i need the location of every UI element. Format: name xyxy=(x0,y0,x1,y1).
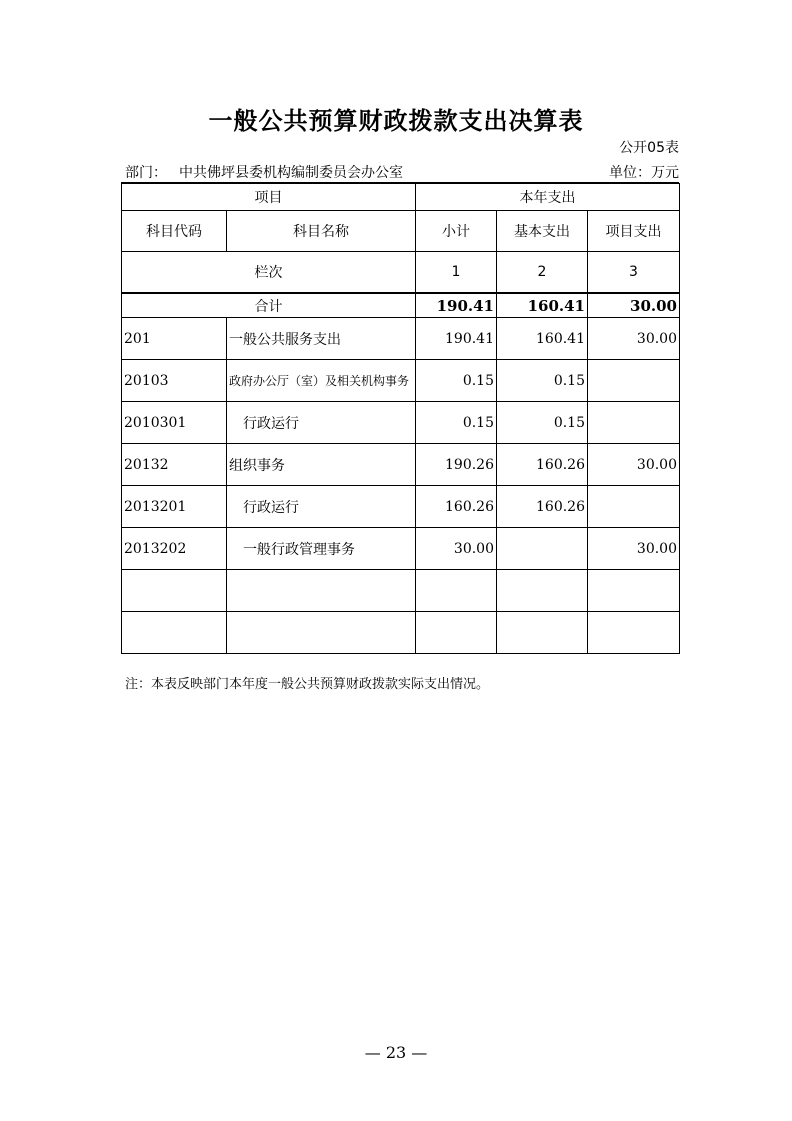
row-project xyxy=(588,402,680,444)
table-row-empty xyxy=(122,612,680,654)
row-code: 20103 xyxy=(122,360,227,402)
row-project: 30.00 xyxy=(588,444,680,486)
row-subtotal: 0.15 xyxy=(416,402,497,444)
form-number: 公开05表 xyxy=(619,140,679,156)
page-number: — 23 — xyxy=(364,1043,428,1062)
header-basic: 基本支出 xyxy=(497,211,588,252)
header-row-1 xyxy=(122,184,680,211)
table-row xyxy=(122,486,680,528)
column-order-1: 1 xyxy=(416,252,497,294)
row-name xyxy=(227,570,416,612)
header-code: 科目代码 xyxy=(122,211,227,252)
row-project xyxy=(588,570,680,612)
column-order-2: 2 xyxy=(497,252,588,294)
header-row-column-order xyxy=(122,252,680,294)
row-basic xyxy=(497,612,588,654)
header-row-2 xyxy=(122,211,680,252)
total-basic: 160.41 xyxy=(497,293,588,318)
table-row-empty xyxy=(122,570,680,612)
department-line xyxy=(125,162,403,182)
table-row xyxy=(122,528,680,570)
table-row xyxy=(122,402,680,444)
row-project xyxy=(588,486,680,528)
row-subtotal: 160.26 xyxy=(416,486,497,528)
row-subtotal xyxy=(416,612,497,654)
table-row xyxy=(122,444,680,486)
row-code: 2010301 xyxy=(122,402,227,444)
row-name: 政府办公厅（室）及相关机构事务 xyxy=(227,360,416,402)
row-code xyxy=(122,570,227,612)
header-subtotal: 小计 xyxy=(416,211,497,252)
row-name: 组织事务 xyxy=(227,444,416,486)
total-label: 合计 xyxy=(122,293,416,318)
header-project-exp: 项目支出 xyxy=(588,211,680,252)
row-subtotal: 190.26 xyxy=(416,444,497,486)
row-subtotal xyxy=(416,570,497,612)
header-current-year: 本年支出 xyxy=(416,184,680,211)
row-subtotal: 0.15 xyxy=(416,360,497,402)
row-basic: 160.26 xyxy=(497,486,588,528)
table-row xyxy=(122,360,680,402)
row-project: 30.00 xyxy=(588,528,680,570)
row-basic xyxy=(497,570,588,612)
row-project xyxy=(588,612,680,654)
department-name: 中共佛坪县委机构编制委员会办公室 xyxy=(179,165,403,181)
row-basic: 160.41 xyxy=(497,318,588,360)
row-name: 一般行政管理事务 xyxy=(227,528,416,570)
header-name: 科目名称 xyxy=(227,211,416,252)
document-title: 一般公共预算财政拨款支出决算表 xyxy=(208,107,584,135)
row-basic: 0.15 xyxy=(497,360,588,402)
row-code: 201 xyxy=(122,318,227,360)
row-basic xyxy=(497,528,588,570)
table-row xyxy=(122,318,680,360)
row-project: 30.00 xyxy=(588,318,680,360)
row-code xyxy=(122,612,227,654)
column-order-3: 3 xyxy=(588,252,680,294)
unit-label: 单位：万元 xyxy=(609,165,679,181)
row-subtotal: 190.41 xyxy=(416,318,497,360)
header-project: 项目 xyxy=(122,184,416,211)
department-label: 部门： xyxy=(125,165,167,181)
row-code: 2013201 xyxy=(122,486,227,528)
column-order-label: 栏次 xyxy=(122,252,416,294)
row-name xyxy=(227,612,416,654)
row-basic: 0.15 xyxy=(497,402,588,444)
total-row xyxy=(122,293,680,318)
row-subtotal: 30.00 xyxy=(416,528,497,570)
expenditure-table xyxy=(121,183,680,654)
row-name: 一般公共服务支出 xyxy=(227,318,416,360)
total-project: 30.00 xyxy=(588,293,680,318)
row-basic: 160.26 xyxy=(497,444,588,486)
row-name: 行政运行 xyxy=(227,402,416,444)
row-code: 20132 xyxy=(122,444,227,486)
row-project xyxy=(588,360,680,402)
table-note: 注：本表反映部门本年度一般公共预算财政拨款实际支出情况。 xyxy=(125,677,490,692)
row-code: 2013202 xyxy=(122,528,227,570)
row-name: 行政运行 xyxy=(227,486,416,528)
total-subtotal: 190.41 xyxy=(416,293,497,318)
